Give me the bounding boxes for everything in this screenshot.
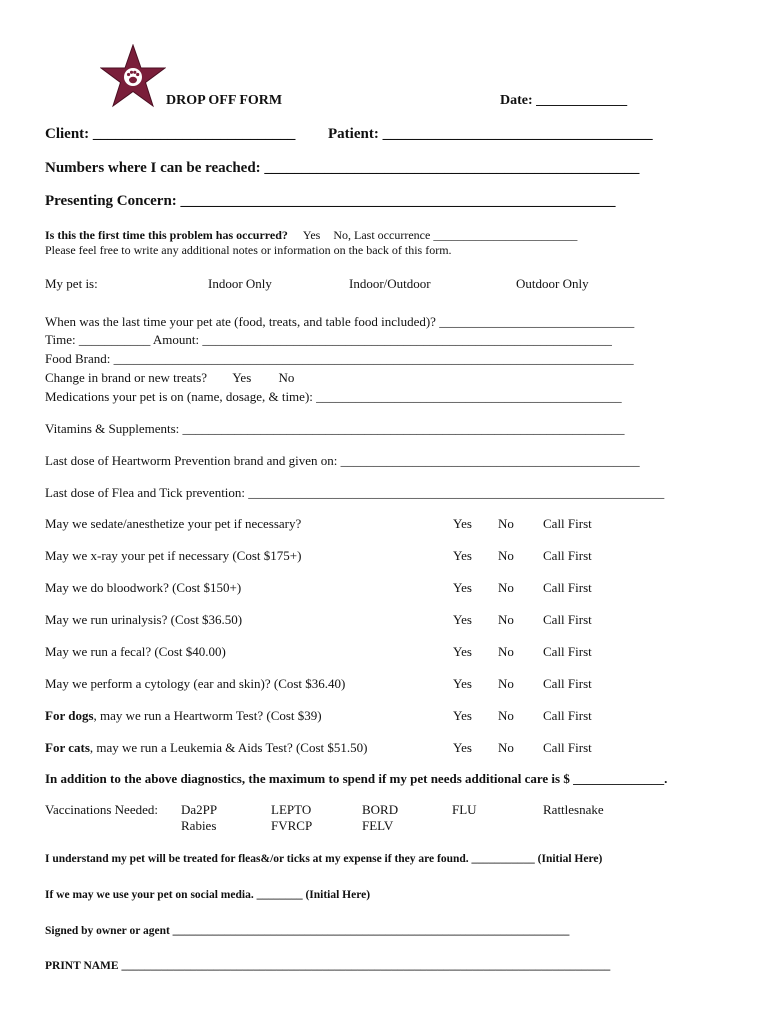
change-brand-yes[interactable]: Yes [232,370,252,385]
question-text: , may we run a Leukemia & Aids Test? (Cost $51.50) [89,740,368,755]
question-text: May we perform a cytology (ear and skin)? (Cost $36.40) [45,676,346,691]
question-row [45,644,226,660]
social-media-initial[interactable]: If we may we use your pet on social media. ________ (Initial Here) [45,889,371,901]
answer-call-first[interactable]: Call First [543,708,592,723]
answer-call-first[interactable]: Call First [543,676,592,691]
answer-yes[interactable]: Yes [453,612,472,627]
question-text: , may we run a Heartworm Test? (Cost $39) [93,708,322,723]
heartworm-prevention-field[interactable]: Last dose of Heartworm Prevention brand and given on: ______________________________________________ [45,453,640,468]
form-title: DROP OFF FORM [166,93,283,108]
vaccine-rabies[interactable]: Rabies [181,818,217,833]
change-brand-no[interactable]: No [278,370,295,385]
client-label: Client: [45,126,90,142]
food-brand-field[interactable]: Food Brand: ________________________________________________________________________________ [45,351,634,366]
client-field[interactable] [45,126,295,143]
concern-blank: __________________________________________________________ [180,193,616,209]
answer-call-first[interactable]: Call First [543,516,592,531]
vaccine-bord[interactable]: BORD [362,802,399,817]
numbers-blank: __________________________________________________ [264,160,640,176]
question-prefix: For dogs [45,708,94,723]
question-row [45,612,242,628]
signature-field[interactable]: Signed by owner or agent _____________________________________________________________________ [45,925,570,937]
question-prefix: For cats [45,740,90,755]
answer-yes[interactable]: Yes [453,676,472,691]
question-text: May we run a fecal? (Cost $40.00) [45,644,226,659]
fleas-ticks-initial[interactable]: I understand my pet will be treated for fleas&/or ticks at my expense if they are found. ___________ (Initial Here) [45,853,603,865]
date-label: Date: [500,93,533,108]
answer-no[interactable]: No [498,676,514,691]
answer-call-first[interactable]: Call First [543,740,592,755]
vaccine-fvrcp[interactable]: FVRCP [271,818,313,833]
concern-label: Presenting Concern: [45,193,177,209]
my-pet-label: My pet is: [45,276,98,291]
first-time-row [45,228,577,243]
answer-yes[interactable]: Yes [453,548,472,563]
vaccine-felv[interactable]: FELV [362,818,394,833]
last-ate-field[interactable]: When was the last time your pet ate (food, treats, and table food included)? ______________________________ [45,314,635,329]
numbers-label: Numbers where I can be reached: [45,160,261,176]
vaccine-flu[interactable]: FLU [452,802,477,817]
answer-no[interactable]: No [498,612,514,627]
star-paw-icon [100,44,166,108]
question-row [45,676,345,692]
numbers-field[interactable] [45,160,639,177]
vaccinations-label: Vaccinations Needed: [45,802,158,817]
answer-yes[interactable]: Yes [453,644,472,659]
answer-no[interactable]: No [498,548,514,563]
question-row [45,516,301,532]
medications-field[interactable]: Medications your pet is on (name, dosage, & time): _______________________________________________ [45,389,622,404]
option-indoor-outdoor[interactable]: Indoor/Outdoor [349,276,431,291]
vaccine-lepto[interactable]: LEPTO [271,802,312,817]
answer-no[interactable]: No [498,516,514,531]
change-brand-label: Change in brand or new treats? [45,370,208,385]
answer-no[interactable]: No [498,740,514,755]
option-indoor-only[interactable]: Indoor Only [208,276,272,291]
question-row [45,580,241,596]
flea-tick-field[interactable]: Last dose of Flea and Tick prevention: ________________________________________________________________ [45,485,665,500]
question-row [45,708,322,724]
time-amount-field[interactable]: Time: ___________ Amount: _______________________________________________________________ [45,332,612,347]
question-row [45,548,301,564]
print-name-field[interactable]: PRINT NAME _____________________________________________________________________________________ [45,960,611,972]
question-text: May we sedate/anesthetize your pet if necessary? [45,516,302,531]
client-blank: ___________________________ [92,126,296,142]
first-time-question: Is this the first time this problem has occurred? [45,228,288,242]
first-time-yes[interactable]: Yes [302,228,321,242]
concern-field[interactable] [45,193,616,210]
question-text: May we do bloodwork? (Cost $150+) [45,580,242,595]
patient-blank: ____________________________________ [382,126,653,142]
answer-yes[interactable]: Yes [453,580,472,595]
question-text: May we x-ray your pet if necessary (Cost $175+) [45,548,302,563]
answer-call-first[interactable]: Call First [543,644,592,659]
answer-no[interactable]: No [498,708,514,723]
answer-yes[interactable]: Yes [453,516,472,531]
vaccine-rattlesnake[interactable]: Rattlesnake [543,802,604,817]
patient-label: Patient: [328,126,379,142]
date-blank: _____________ [536,93,628,108]
answer-no[interactable]: No [498,644,514,659]
answer-no[interactable]: No [498,580,514,595]
patient-field[interactable] [328,126,653,143]
answer-call-first[interactable]: Call First [543,548,592,563]
answer-call-first[interactable]: Call First [543,612,592,627]
change-brand-row [45,370,294,386]
max-spend-field[interactable]: In addition to the above diagnostics, the maximum to spend if my pet needs additional care is $ ______________. [45,771,668,786]
notes-text: Please feel free to write any additional notes or information on the back of this form. [45,243,452,257]
date-field[interactable] [500,93,627,109]
first-time-blank[interactable]: ________________________ [433,228,578,242]
first-time-no[interactable]: No, Last occurrence [333,228,431,242]
vitamins-field[interactable]: Vitamins & Supplements: ____________________________________________________________________ [45,421,625,436]
answer-yes[interactable]: Yes [453,740,472,755]
vaccine-da2pp[interactable]: Da2PP [181,802,218,817]
answer-yes[interactable]: Yes [453,708,472,723]
answer-call-first[interactable]: Call First [543,580,592,595]
question-text: May we run urinalysis? (Cost $36.50) [45,612,243,627]
question-row [45,740,367,756]
option-outdoor-only[interactable]: Outdoor Only [516,276,589,291]
